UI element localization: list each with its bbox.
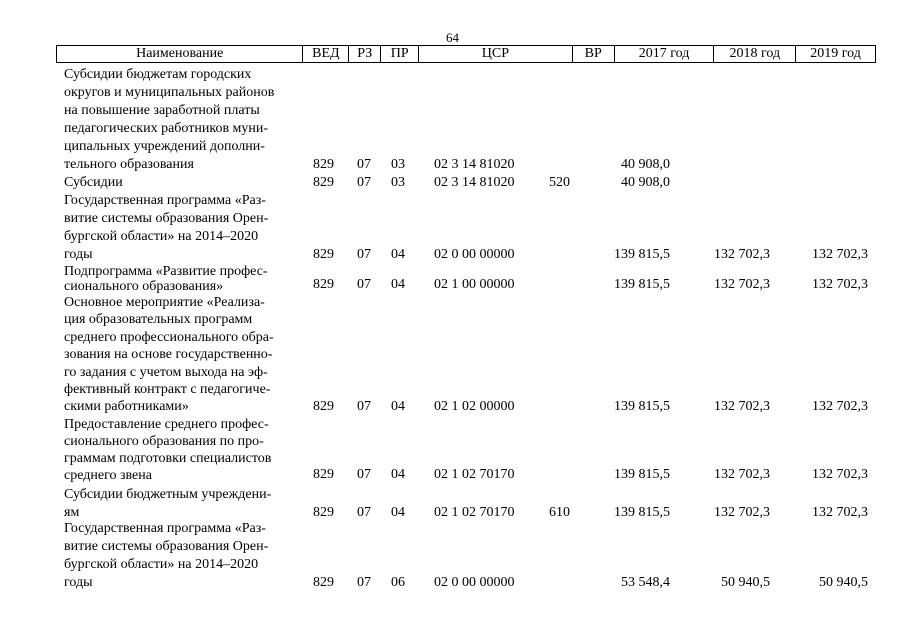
- header-rz: РЗ: [349, 46, 381, 62]
- row-pr: 03: [391, 175, 405, 190]
- table-row: [0, 192, 905, 264]
- row-pr: 04: [391, 399, 405, 414]
- header-ved: ВЕД: [303, 46, 349, 62]
- row-2017: 139 815,5: [614, 247, 670, 262]
- row-ved: 829: [313, 247, 334, 262]
- row-ved: 829: [313, 467, 334, 482]
- row-2018: 132 702,3: [714, 505, 770, 520]
- row-name: Подпрограмма «Развитие профес- сионального образования»: [64, 264, 268, 294]
- row-rz: 07: [357, 247, 371, 262]
- row-csr: 02 1 02 70170: [434, 505, 515, 520]
- row-2018: 132 702,3: [714, 247, 770, 262]
- row-2019: 132 702,3: [812, 277, 868, 292]
- row-rz: 07: [357, 575, 371, 590]
- row-ved: 829: [313, 575, 334, 590]
- row-pr: 06: [391, 575, 405, 590]
- row-pr: 04: [391, 467, 405, 482]
- table-row: [0, 294, 905, 416]
- row-vr: 520: [549, 175, 570, 190]
- row-csr: 02 1 00 00000: [434, 277, 515, 292]
- row-rz: 07: [357, 467, 371, 482]
- table-header: [56, 45, 876, 63]
- row-name: Субсидии: [64, 175, 123, 190]
- header-2018: 2018 год: [714, 46, 796, 62]
- row-rz: 07: [357, 157, 371, 172]
- row-name: Государственная программа «Раз- витие системы образования Орен- бургской области» на 2014–2020 годы: [64, 193, 269, 262]
- table-row: [0, 486, 905, 522]
- row-csr: 02 1 02 70170: [434, 467, 515, 482]
- row-2018: 132 702,3: [714, 399, 770, 414]
- row-2017: 40 908,0: [621, 157, 670, 172]
- row-ved: 829: [313, 505, 334, 520]
- table-row: [0, 66, 905, 174]
- row-csr: 02 0 00 00000: [434, 247, 515, 262]
- row-pr: 04: [391, 277, 405, 292]
- row-2017: 139 815,5: [614, 399, 670, 414]
- row-rz: 07: [357, 399, 371, 414]
- row-2018: 50 940,5: [721, 575, 770, 590]
- row-2017: 53 548,4: [621, 575, 670, 590]
- row-vr: 610: [549, 505, 570, 520]
- row-pr: 03: [391, 157, 405, 172]
- row-pr: 04: [391, 247, 405, 262]
- header-2017: 2017 год: [615, 46, 715, 62]
- row-name: Основное мероприятие «Реализа- ция образовательных программ среднего профессионального обра- зования на основе государственно- го задания с учетом выхода на эф- фективный контракт с педагогиче- скими работниками»: [64, 295, 274, 415]
- row-ved: 829: [313, 175, 334, 190]
- table-row: [0, 264, 905, 294]
- table-row: [0, 416, 905, 484]
- row-rz: 07: [357, 175, 371, 190]
- header-csr: ЦСР: [419, 46, 573, 62]
- header-vr: ВР: [573, 46, 615, 62]
- row-2019: 132 702,3: [812, 247, 868, 262]
- header-2019: 2019 год: [810, 46, 861, 61]
- row-2017: 40 908,0: [621, 175, 670, 190]
- table-row: [0, 174, 905, 192]
- row-rz: 07: [357, 505, 371, 520]
- row-2017: 139 815,5: [614, 277, 670, 292]
- row-name: Субсидии бюджетным учреждени- ям: [64, 487, 272, 520]
- row-ved: 829: [313, 157, 334, 172]
- header-name: Наименование: [57, 46, 303, 62]
- row-pr: 04: [391, 505, 405, 520]
- row-2017: 139 815,5: [614, 467, 670, 482]
- row-ved: 829: [313, 277, 334, 292]
- row-2019: 132 702,3: [812, 505, 868, 520]
- row-name: Субсидии бюджетам городских округов и муниципальных районов на повышение заработной платы педагогических работников муни- ципальных учреждений дополни- тельного образования: [64, 67, 275, 172]
- header-pr: ПР: [381, 46, 419, 62]
- row-csr: 02 1 02 00000: [434, 399, 515, 414]
- row-2018: 132 702,3: [714, 467, 770, 482]
- row-name: Предоставление среднего профес- сионального образования по про- граммам подготовки специалистов среднего звена: [64, 417, 272, 483]
- row-rz: 07: [357, 277, 371, 292]
- row-2019: 132 702,3: [812, 467, 868, 482]
- page-number: 64: [446, 30, 459, 45]
- row-2019: 50 940,5: [819, 575, 868, 590]
- row-2018: 132 702,3: [714, 277, 770, 292]
- row-2019: 132 702,3: [812, 399, 868, 414]
- row-ved: 829: [313, 399, 334, 414]
- row-csr: 02 3 14 81020: [434, 175, 515, 190]
- row-name: Государственная программа «Раз- витие системы образования Орен- бургской области» на 2014–2020 годы: [64, 521, 269, 590]
- row-csr: 02 0 00 00000: [434, 575, 515, 590]
- row-csr: 02 3 14 81020: [434, 157, 515, 172]
- row-2017: 139 815,5: [614, 505, 670, 520]
- table-row: [0, 520, 905, 592]
